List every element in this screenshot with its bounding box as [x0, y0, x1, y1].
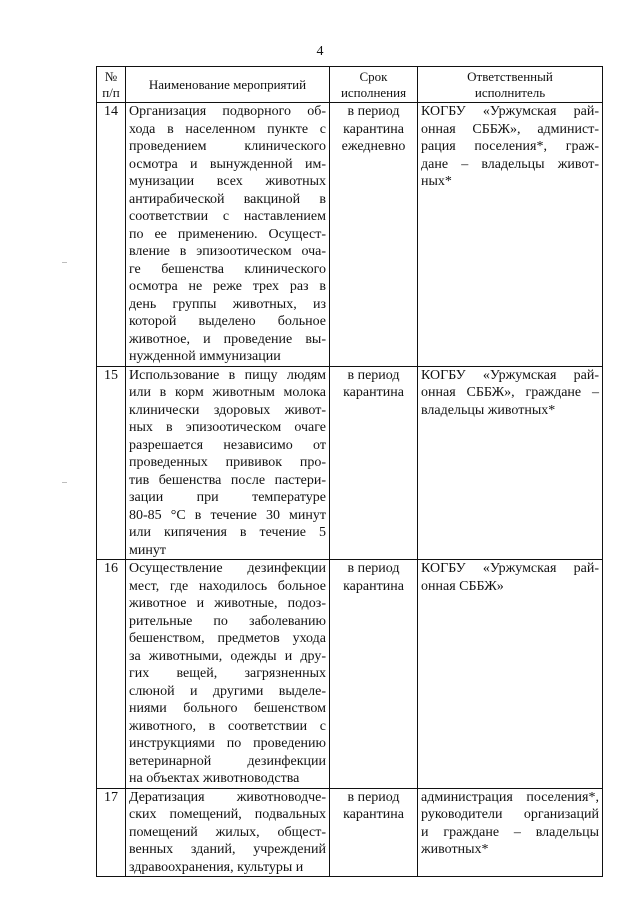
responsible-executor: КОГБУ «Уржумская рай- онная СББЖ», граждане – владельцы животных* [418, 366, 603, 560]
row-number: 14 [97, 103, 126, 367]
measures-table [96, 66, 603, 877]
header-term: Срок исполнения [330, 67, 418, 103]
header-name: Наименование мероприятий [126, 67, 330, 103]
row-number: 16 [97, 560, 126, 789]
execution-term: в период карантина [330, 366, 418, 560]
row-number: 17 [97, 788, 126, 877]
scan-mark [62, 262, 67, 263]
table-row [97, 560, 603, 789]
table-body [97, 103, 603, 877]
responsible-executor: КОГБУ «Уржумская рай- онная СББЖ», админист- рация поселения*, граж- дане – владельцы живот- ных* [418, 103, 603, 367]
measure-name: Использование в пищу людям или в корм животным молока клинически здоровых живот- ных в эпизоотическом очаге разрешается независимо от проведенных прививок про- тив бешенства после пастери- зации при температуре 80-85 °С в течение 30 минут или кипячения в течение 5 минут [126, 366, 330, 560]
execution-term: в период карантина [330, 788, 418, 877]
table-row [97, 103, 603, 367]
responsible-executor: КОГБУ «Уржумская рай- онная СББЖ» [418, 560, 603, 789]
scan-mark [62, 482, 67, 483]
page-number: 4 [316, 44, 324, 59]
row-number: 15 [97, 366, 126, 560]
table-row [97, 366, 603, 560]
execution-term: в период карантина [330, 560, 418, 789]
table-row [97, 788, 603, 877]
measure-name: Организация подворного об- хода в населенном пункте с проведением клинического осмотра и вынужденной им- мунизации всех животных антирабической вакциной в соответствии с наставлением по ее применению. Осущест- вление в эпизоотическом оча- ге бешенства клинического осмотра не реже трех раз в день группы животных, из которой выделено больное животное, и проведение вы- нужденной иммунизации [126, 103, 330, 367]
measure-name: Осуществление дезинфекции мест, где находилось больное животное и животные, подоз- рительные по заболеванию бешенством, предметов ухода за животными, одежды и дру- гих вещей, загрязненных слюной и другими выделе- ниями больного бешенством животного, в соответствии с инструкциями по проведению ветеринарной дезинфекции на объектах животноводства [126, 560, 330, 789]
execution-term: в период карантина ежедневно [330, 103, 418, 367]
responsible-executor: администрация поселения*, руководители организаций и граждане – владельцы животных* [418, 788, 603, 877]
header-executor: Ответственный исполнитель [418, 67, 603, 103]
table-header-row [97, 67, 603, 103]
header-number: № п/п [97, 67, 126, 103]
measure-name: Дератизация животноводче- ских помещений, подвальных помещений жилых, общест- венных зданий, учреждений здравоохранения, культуры и [126, 788, 330, 877]
